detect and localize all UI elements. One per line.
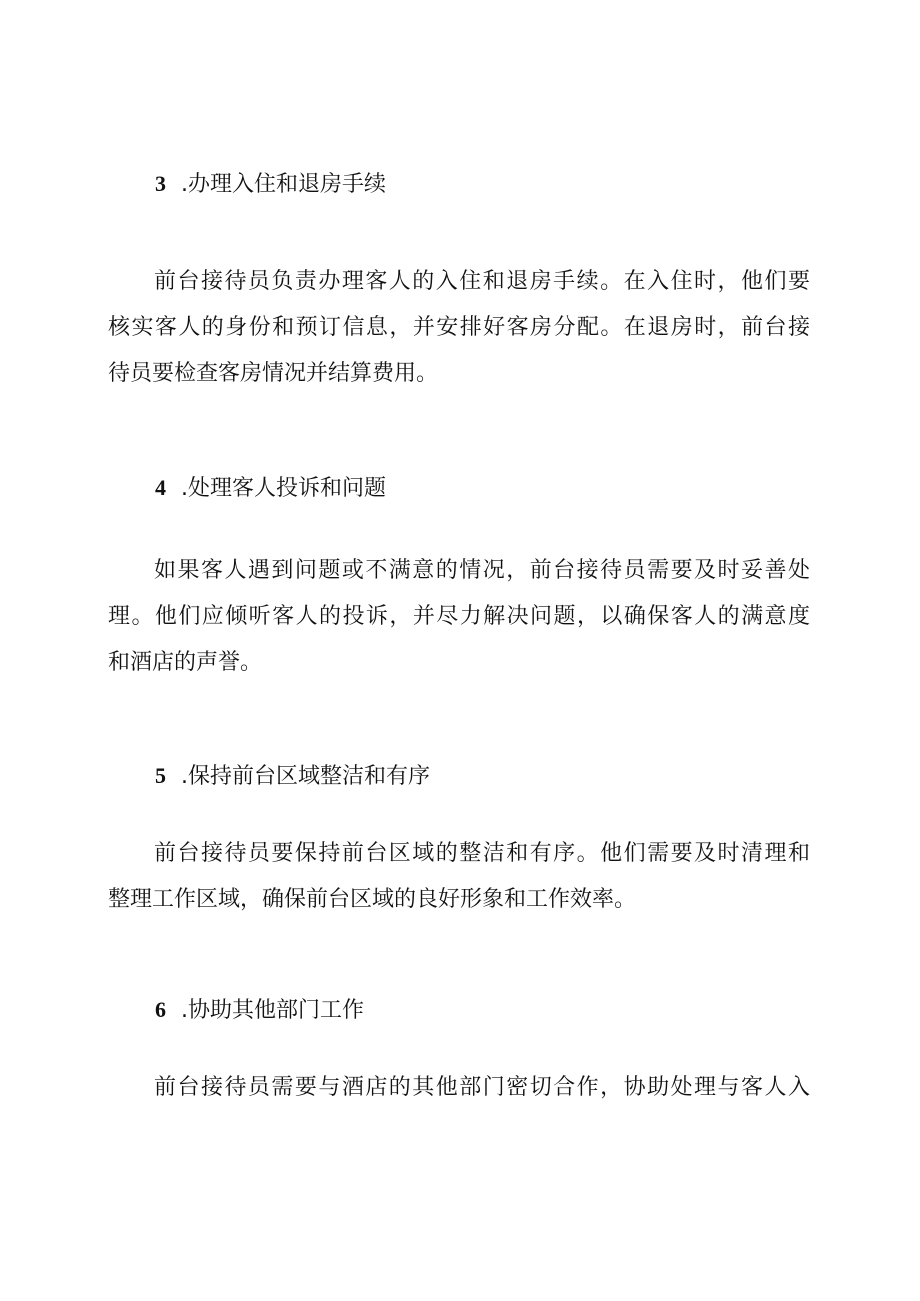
section-heading-5 (155, 762, 430, 791)
section-heading-6 (155, 996, 364, 1025)
section-paragraph-5 (108, 831, 810, 923)
section-heading-4 (155, 474, 386, 503)
section-paragraph-3 (108, 259, 810, 397)
paragraph-line: 核实客人的身份和预订信息，并安排好客房分配。在退房时，前台接 (108, 315, 810, 340)
section-paragraph-4 (108, 548, 810, 686)
section-number: 3 (155, 171, 166, 196)
section-title: .处理客人投诉和问题 (181, 476, 386, 501)
paragraph-line: 理。他们应倾听客人的投诉，并尽力解决问题，以确保客人的满意度 (108, 604, 810, 629)
paragraph-line: 整理工作区域，确保前台区域的良好形象和工作效率。 (108, 887, 637, 912)
section-paragraph-6 (108, 1065, 810, 1111)
section-heading-3 (155, 170, 386, 199)
section-title: .办理入住和退房手续 (181, 172, 386, 197)
section-number: 6 (155, 997, 166, 1022)
section-number: 5 (155, 763, 166, 788)
paragraph-line: 如果客人遇到问题或不满意的情况，前台接待员需要及时妥善处 (154, 558, 810, 583)
paragraph-line: 前台接待员需要与酒店的其他部门密切合作，协助处理与客人入 (154, 1075, 810, 1100)
paragraph-line: 前台接待员负责办理客人的入住和退房手续。在入住时，他们要 (154, 269, 810, 294)
section-title: .协助其他部门工作 (181, 998, 364, 1023)
paragraph-line: 待员要检查客房情况并结算费用。 (108, 361, 439, 386)
paragraph-line: 和酒店的声誉。 (108, 650, 263, 675)
section-number: 4 (155, 475, 166, 500)
paragraph-line: 前台接待员要保持前台区域的整洁和有序。他们需要及时清理和 (154, 841, 810, 866)
section-title: .保持前台区域整洁和有序 (181, 764, 430, 789)
